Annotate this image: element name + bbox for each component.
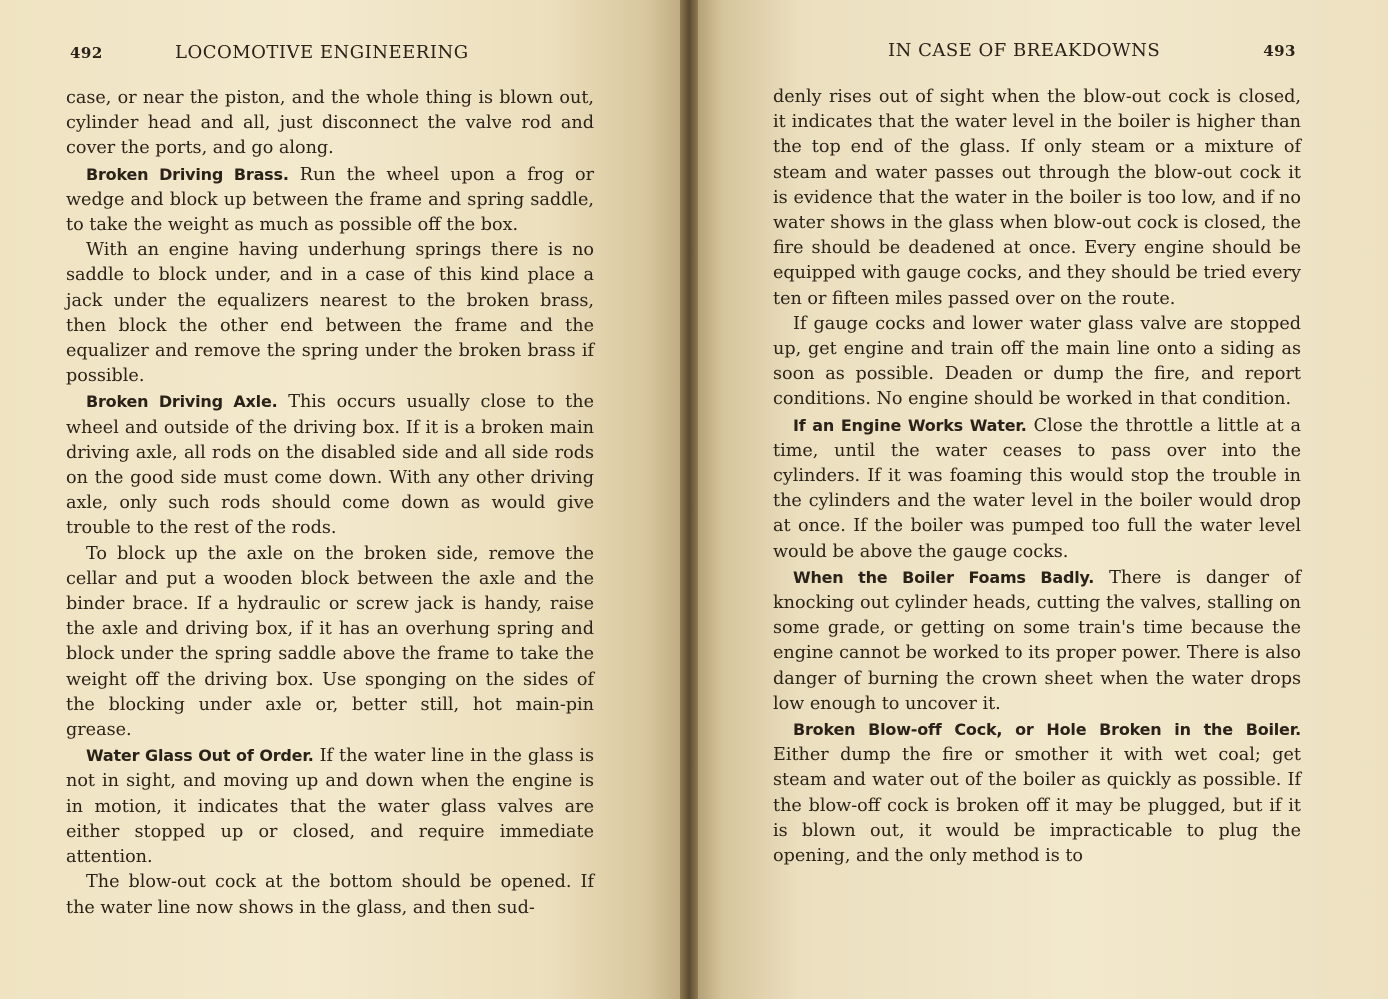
right-body-text	[773, 85, 1301, 869]
paragraph	[66, 743, 594, 870]
left-running-head	[70, 42, 596, 68]
paragraph	[66, 542, 594, 744]
run-in-heading: Broken Blow-off Cock, or Hole Broken in the Boiler.	[793, 720, 1301, 740]
paragraph-text: This occurs usually close to the wheel and outside of the driving box. If it is a broken main driving axle, all rods on the disabled side and all side rods on the good side must come down. With any other driving axle, only such rods should come down as would give trouble to the rest of the rods.	[66, 392, 594, 539]
paragraph	[66, 389, 594, 541]
paragraph	[773, 85, 1301, 312]
paragraph-text: If gauge cocks and lower water glass valve are stopped up, get engine and train off the main line onto a siding as soon as possible. Deaden or dump the fire, and report conditions. No engine should be worked in that condition.	[773, 313, 1301, 410]
paragraph	[773, 565, 1301, 717]
paragraph	[66, 162, 594, 239]
right-running-title: IN CASE OF BREAKDOWNS	[888, 40, 1161, 61]
run-in-heading: Water Glass Out of Order.	[86, 746, 314, 766]
run-in-heading: Broken Driving Brass.	[86, 164, 289, 184]
run-in-heading: When the Boiler Foams Badly.	[793, 567, 1095, 587]
paragraph-text: case, or near the piston, and the whole thing is blown out, cylinder head and all, just disconnect the valve rod and cover the ports, and go along.	[66, 88, 594, 159]
paragraph-text: There is danger of knocking out cylinder heads, cutting the valves, stalling on some grade, or getting on some train's time because the engine cannot be worked to its proper power. There is also danger of burning the crown sheet when the water drops low enough to uncover it.	[773, 567, 1301, 714]
paragraph-text: Close the throttle a little at a time, until the water ceases to pass over into the cylinders. If it was foaming this would stop the trouble in the cylinders and the water level in the boiler would drop at once. If the boiler was pumped too full the water level would be above the gauge cocks.	[773, 415, 1302, 562]
paragraph-text: denly rises out of sight when the blow-out cock is closed, it indicates that the water level in the boiler is higher than the top end of the glass. If only steam or a mixture of steam and water passes out through the blow-out cock it is evidence that the water in the boiler is too low, and if no water shows in the glass when blow-out cock is closed, the fire should be deadened at once. Every engine should be equipped with gauge cocks, and they should be tried every ten or fifteen miles passed over on the route.	[773, 87, 1301, 309]
paragraph-text: Either dump the fire or smother it with wet coal; get steam and water out of the boiler as quickly as possible. If the blow-off cock is broken off it may be plugged, but if it is blown out, it would be impracticable to plug the opening, and the only method is to	[773, 745, 1301, 867]
paragraph-text: The blow-out cock at the bottom should be opened. If the water line now shows in the glass, and then sud-	[66, 872, 594, 918]
paragraph	[773, 413, 1301, 565]
run-in-heading: If an Engine Works Water.	[793, 415, 1027, 435]
paragraph	[773, 312, 1301, 413]
left-body-text	[66, 86, 594, 921]
left-page-number: 492	[70, 44, 103, 62]
paragraph	[66, 86, 594, 162]
book-gutter	[680, 0, 698, 999]
right-page	[688, 0, 1388, 999]
paragraph	[66, 870, 594, 920]
left-running-title: LOCOMOTIVE ENGINEERING	[175, 42, 469, 63]
paragraph-text: Run the wheel upon a frog or wedge and block up between the frame and spring saddle, to take the weight as much as possible off the box.	[66, 164, 594, 236]
paragraph	[773, 717, 1301, 869]
right-page-number: 493	[1263, 42, 1296, 60]
left-page	[0, 0, 688, 999]
paragraph-text: If the water line in the glass is not in sight, and moving up and down when the engine is in motion, it indicates that the water glass valves are either stopped up or closed, and require immediate attention.	[66, 746, 594, 868]
paragraph-text: With an engine having underhung springs there is no saddle to block under, and in a case of this kind place a jack under the equalizers nearest to the broken brass, then block the other end between the frame and the equalizer and remove the spring under the broken brass if possible.	[66, 240, 594, 387]
paragraph-text: To block up the axle on the broken side, remove the cellar and put a wooden block between the axle and the binder brace. If a hydraulic or screw jack is handy, raise the axle and driving box, if it has an overhung spring and block under the spring saddle above the frame to take the weight off the driving box. Use sponging on the sides of the blocking under axle or, better still, hot main-pin grease.	[66, 543, 594, 741]
right-running-head	[888, 40, 1296, 66]
paragraph	[66, 238, 594, 389]
run-in-heading: Broken Driving Axle.	[86, 392, 278, 412]
